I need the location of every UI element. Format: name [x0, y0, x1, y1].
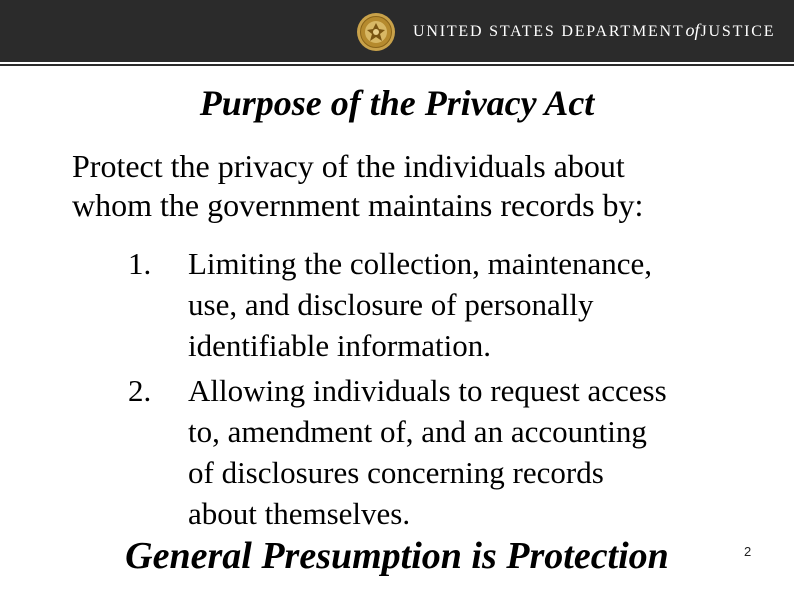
- list-item-text: [188, 243, 748, 366]
- intro-line: Protect the privacy of the individuals about: [72, 148, 625, 184]
- closing-statement: General Presumption is Protection: [125, 535, 669, 577]
- intro-line: whom the government maintains records by:: [72, 187, 644, 223]
- list-item-text: [188, 370, 748, 534]
- agency-name-part2: JUSTICE: [700, 23, 776, 40]
- list-item-2: [0, 370, 794, 534]
- list-item-1: [0, 243, 794, 366]
- slide-title: Purpose of the Privacy Act: [199, 83, 595, 123]
- list-item-line: Allowing individuals to request access: [188, 373, 667, 408]
- header-bar: [0, 0, 794, 62]
- list-item-line: Limiting the collection, maintenance,: [188, 246, 652, 281]
- list-item-line: about themselves.: [188, 496, 411, 531]
- doj-seal-icon: [356, 12, 396, 52]
- list-item-number: 1.: [128, 246, 152, 281]
- list-item-line: use, and disclosure of personally: [188, 287, 594, 322]
- agency-name-of: of: [685, 20, 700, 40]
- agency-name-part1: UNITED STATES DEPARTMENT: [413, 23, 685, 40]
- list-item-line: identifiable information.: [188, 328, 492, 363]
- page-number: 2: [744, 544, 752, 559]
- list-item-line: to, amendment of, and an accounting: [188, 414, 647, 449]
- intro-text: [72, 147, 752, 225]
- list-item-number: 2.: [128, 373, 152, 408]
- agency-name: [413, 20, 775, 41]
- list-item-line: of disclosures concerning records: [188, 455, 604, 490]
- header-rule: [0, 64, 794, 66]
